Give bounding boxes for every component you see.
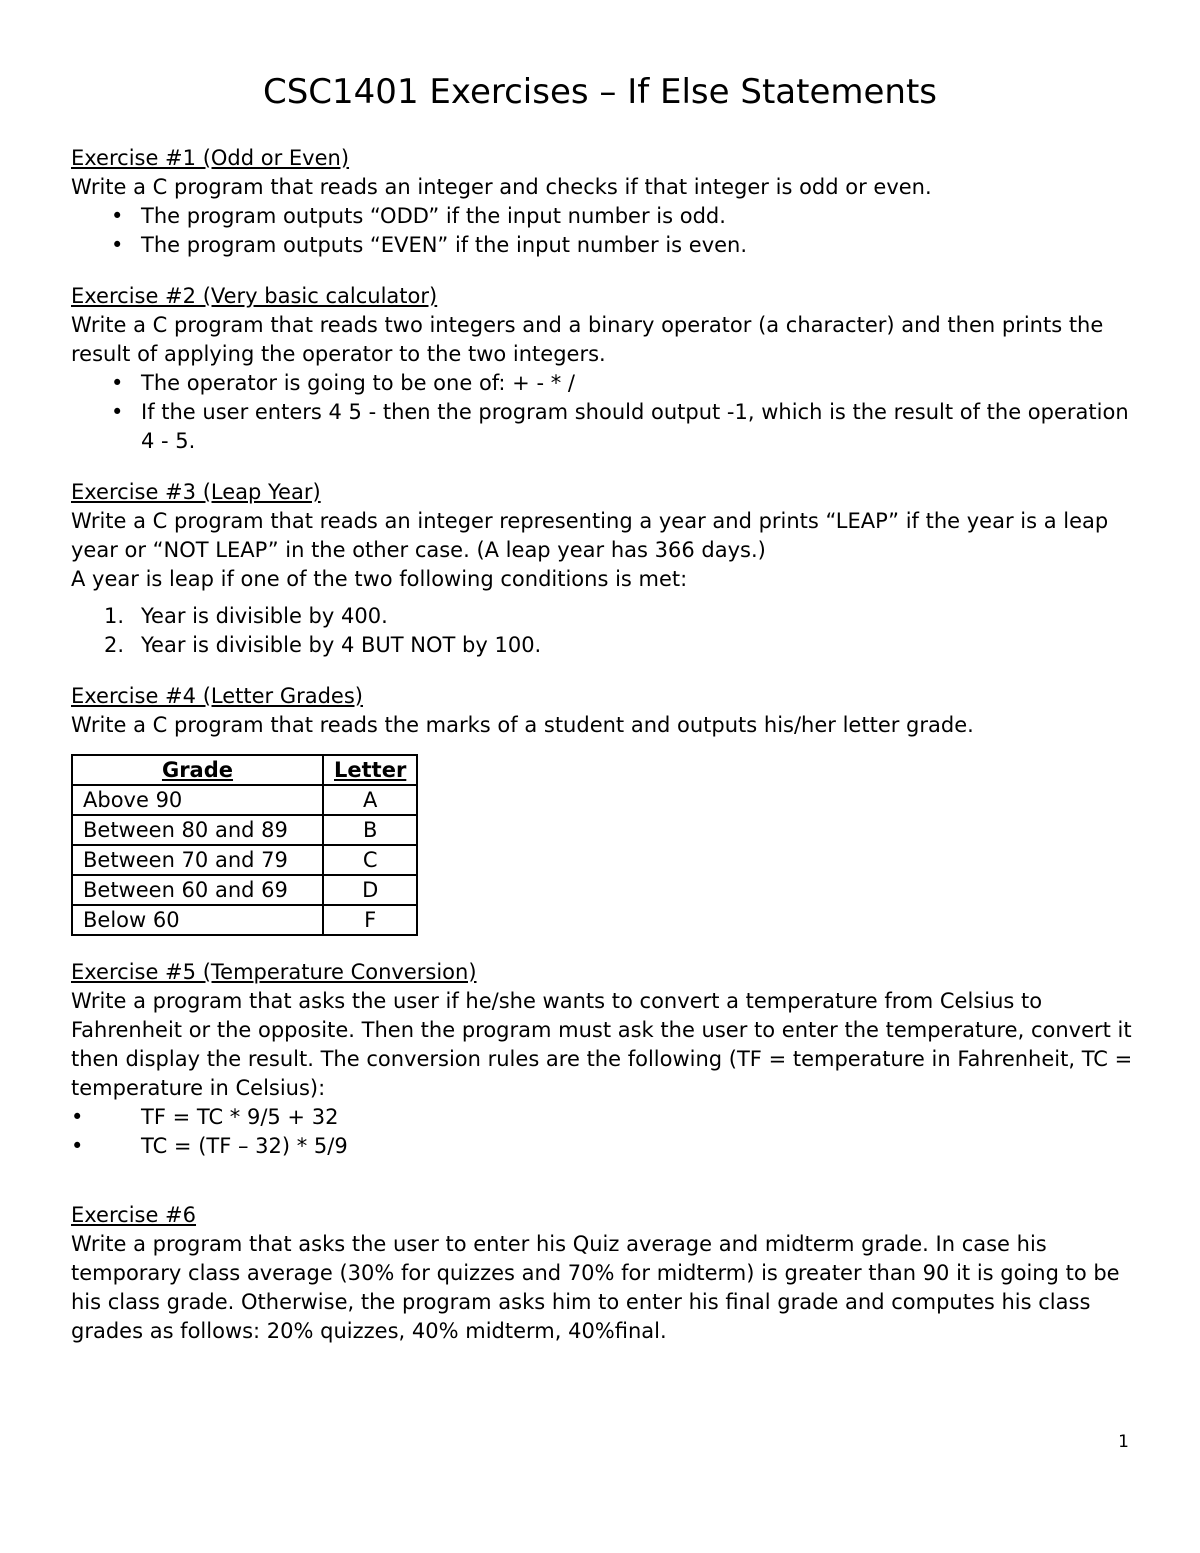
table-cell-grade: Between 60 and 69 bbox=[72, 875, 323, 905]
exercise-5-formulas bbox=[71, 1103, 1141, 1161]
table-cell-grade: Above 90 bbox=[72, 785, 323, 815]
exercise-5-intro: Write a program that asks the user if he/she wants to convert a temperature from Celsius to Fahrenheit or the opposite. Then the program must ask the user to enter the temperature, convert it then display the result. The conversion rules are the following (TF = temperature in Fahrenheit, TC = temperature in Celsius): bbox=[71, 989, 1133, 1100]
formula-text: TF = TC * 9/5 + 32 bbox=[141, 1105, 339, 1129]
exercise-6-intro: Write a program that asks the user to enter his Quiz average and midterm grade. In case his temporary class average (30% for quizzes and 70% for midterm) is greater than 90 it is going to be his class grade. Otherwise, the program asks him to enter his final grade and computes his class grades as follows: 20% quizzes, 40% midterm, 40%final. bbox=[71, 1232, 1120, 1343]
exercise-3-conditions bbox=[71, 602, 1141, 660]
table-cell-letter: D bbox=[323, 875, 417, 905]
bullet-icon: • bbox=[111, 371, 124, 395]
spacer bbox=[71, 1161, 1141, 1201]
list-item-text: The program outputs “EVEN” if the input number is even. bbox=[141, 233, 748, 257]
list-item bbox=[111, 398, 1141, 456]
column-header-letter: Letter bbox=[323, 755, 417, 785]
table-cell-letter: A bbox=[323, 785, 417, 815]
exercise-2-bullets bbox=[71, 369, 1141, 456]
list-item bbox=[111, 369, 1141, 398]
exercise-3-heading: Exercise #3 (Leap Year) bbox=[71, 480, 321, 504]
list-number: 2. bbox=[104, 633, 125, 657]
table-header-row bbox=[72, 755, 417, 785]
exercise-1-intro: Write a C program that reads an integer and checks if that integer is odd or even. bbox=[71, 175, 932, 199]
table-cell-letter: C bbox=[323, 845, 417, 875]
table-row bbox=[72, 845, 417, 875]
list-item bbox=[104, 631, 1141, 660]
exercise-2 bbox=[71, 282, 1141, 456]
exercise-4 bbox=[71, 682, 1141, 936]
exercise-4-heading: Exercise #4 (Letter Grades) bbox=[71, 684, 363, 708]
column-header-grade: Grade bbox=[72, 755, 323, 785]
list-item-text: Year is divisible by 4 BUT NOT by 100. bbox=[141, 633, 542, 657]
list-item bbox=[104, 602, 1141, 631]
page-title: CSC1401 Exercises – If Else Statements bbox=[262, 72, 937, 112]
list-item bbox=[71, 1132, 1141, 1161]
exercise-2-heading: Exercise #2 (Very basic calculator) bbox=[71, 284, 438, 308]
exercise-3-intro-2: A year is leap if one of the two following conditions is met: bbox=[71, 567, 688, 591]
table-cell-letter: F bbox=[323, 905, 417, 935]
bullet-icon: • bbox=[111, 400, 124, 424]
bullet-icon: • bbox=[71, 1134, 84, 1158]
exercise-1-heading: Exercise #1 (Odd or Even) bbox=[71, 146, 350, 170]
list-item-text: If the user enters 4 5 - then the program should output -1, which is the result of the operation 4 - 5. bbox=[141, 400, 1129, 453]
table-cell-grade: Below 60 bbox=[72, 905, 323, 935]
list-item-text: The operator is going to be one of: + - * / bbox=[141, 371, 575, 395]
table-row bbox=[72, 815, 417, 845]
exercise-5 bbox=[71, 958, 1141, 1161]
exercise-5-heading: Exercise #5 (Temperature Conversion) bbox=[71, 960, 477, 984]
document-page bbox=[71, 70, 1141, 1346]
bullet-icon: • bbox=[111, 233, 124, 257]
list-item bbox=[111, 202, 1141, 231]
exercise-1 bbox=[71, 144, 1141, 260]
exercise-2-intro: Write a C program that reads two integers and a binary operator (a character) and then prints the result of applying the operator to the two integers. bbox=[71, 313, 1104, 366]
table-cell-grade: Between 80 and 89 bbox=[72, 815, 323, 845]
exercise-3-intro: Write a C program that reads an integer representing a year and prints “LEAP” if the year is a leap year or “NOT LEAP” in the other case. (A leap year has 366 days.) bbox=[71, 509, 1109, 562]
list-number: 1. bbox=[104, 604, 125, 628]
exercise-6-heading: Exercise #6 bbox=[71, 1203, 197, 1227]
exercise-4-intro: Write a C program that reads the marks of a student and outputs his/her letter grade. bbox=[71, 713, 974, 737]
exercise-3 bbox=[71, 478, 1141, 660]
table-cell-grade: Between 70 and 79 bbox=[72, 845, 323, 875]
table-row bbox=[72, 875, 417, 905]
grade-table bbox=[71, 754, 418, 936]
list-item bbox=[71, 1103, 1141, 1132]
page-number: 1 bbox=[1118, 1432, 1129, 1452]
table-cell-letter: B bbox=[323, 815, 417, 845]
bullet-icon: • bbox=[71, 1105, 84, 1129]
table-row bbox=[72, 785, 417, 815]
table-row bbox=[72, 905, 417, 935]
list-item-text: Year is divisible by 400. bbox=[141, 604, 388, 628]
exercise-6 bbox=[71, 1201, 1141, 1346]
exercise-1-bullets bbox=[71, 202, 1141, 260]
list-item bbox=[111, 231, 1141, 260]
formula-text: TC = (TF – 32) * 5/9 bbox=[141, 1134, 348, 1158]
list-item-text: The program outputs “ODD” if the input number is odd. bbox=[141, 204, 726, 228]
bullet-icon: • bbox=[111, 204, 124, 228]
